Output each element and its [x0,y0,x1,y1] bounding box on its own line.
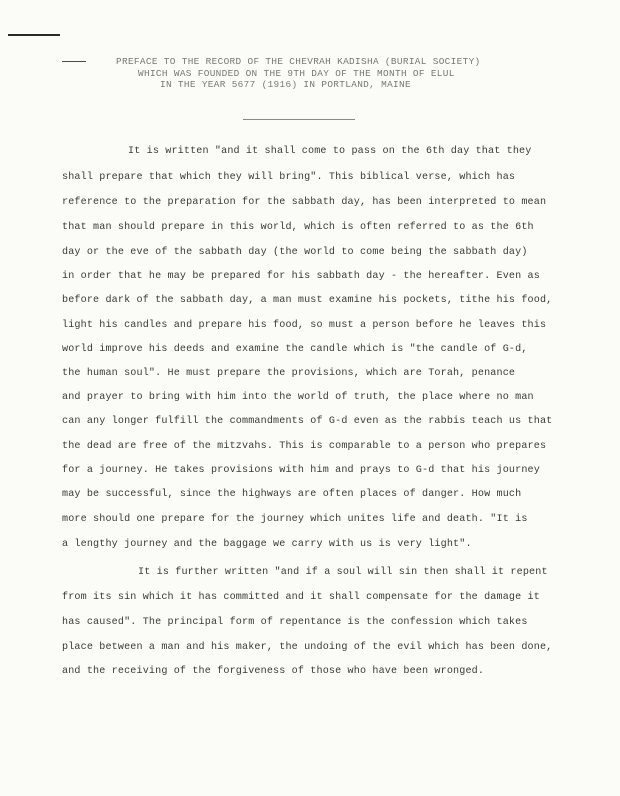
heading-line-2: WHICH WAS FOUNDED ON THE 9TH DAY OF THE MONTH OF ELUL [138,67,455,79]
heading-line-1: PREFACE TO THE RECORD OF THE CHEVRAH KADISHA (BURIAL SOCIETY) [116,56,481,67]
body-line: a lengthy journey and the baggage we carry with us is very light". [62,539,472,550]
body-line: shall prepare that which they will bring". This biblical verse, which has [62,172,516,183]
body-line: that man should prepare in this world, which is often referred to as the 6th [62,222,534,233]
body-line: world improve his deeds and examine the candle which is "the candle of G-d, [62,344,528,355]
body-line: the dead are free of the mitzvahs. This is comparable to a person who prepares [62,441,547,452]
body-line: can any longer fulfill the commandments of G-d even as the rabbis teach us that [62,416,553,427]
body-line: more should one prepare for the journey which unites life and death. "It is [62,514,528,525]
body-line: before dark of the sabbath day, a man must examine his pockets, tithe his food, [62,295,553,306]
document-heading [100,56,540,91]
body-line: light his candles and prepare his food, so must a person before he leaves this [62,320,547,331]
body-line: It is written "and it shall come to pass on the 6th day that they [128,146,532,157]
body-line: has caused". The principal form of repentance is the confession which takes [62,617,528,628]
body-line: for a journey. He takes provisions with him and prays to G-d that his journey [62,465,540,476]
body-line: It is further written "and if a soul will sin then shall it repent [138,567,548,578]
body-line: from its sin which it has committed and it shall compensate for the damage it [62,592,540,603]
body-line: the human soul". He must prepare the provisions, which are Torah, penance [62,368,516,379]
body-line: may be successful, since the highways are often places of danger. How much [62,489,522,500]
body-line: and the receiving of the forgiveness of those who have been wronged. [62,666,485,677]
body-line: and prayer to bring with him into the world of truth, the place where no man [62,392,534,403]
body-line: reference to the preparation for the sabbath day, has been interpreted to mean [62,197,547,208]
body-line: in order that he may be prepared for his sabbath day - the hereafter. Even as [62,271,540,282]
body-line: place between a man and his maker, the undoing of the evil which has been done, [62,642,553,653]
heading-underline [243,119,355,120]
body-line: day or the eve of the sabbath day (the world to come being the sabbath day) [62,247,528,258]
ink-mark-small [62,61,86,62]
ink-mark [8,34,60,36]
heading-line-3: IN THE YEAR 5677 (1916) IN PORTLAND, MAINE [160,79,411,90]
